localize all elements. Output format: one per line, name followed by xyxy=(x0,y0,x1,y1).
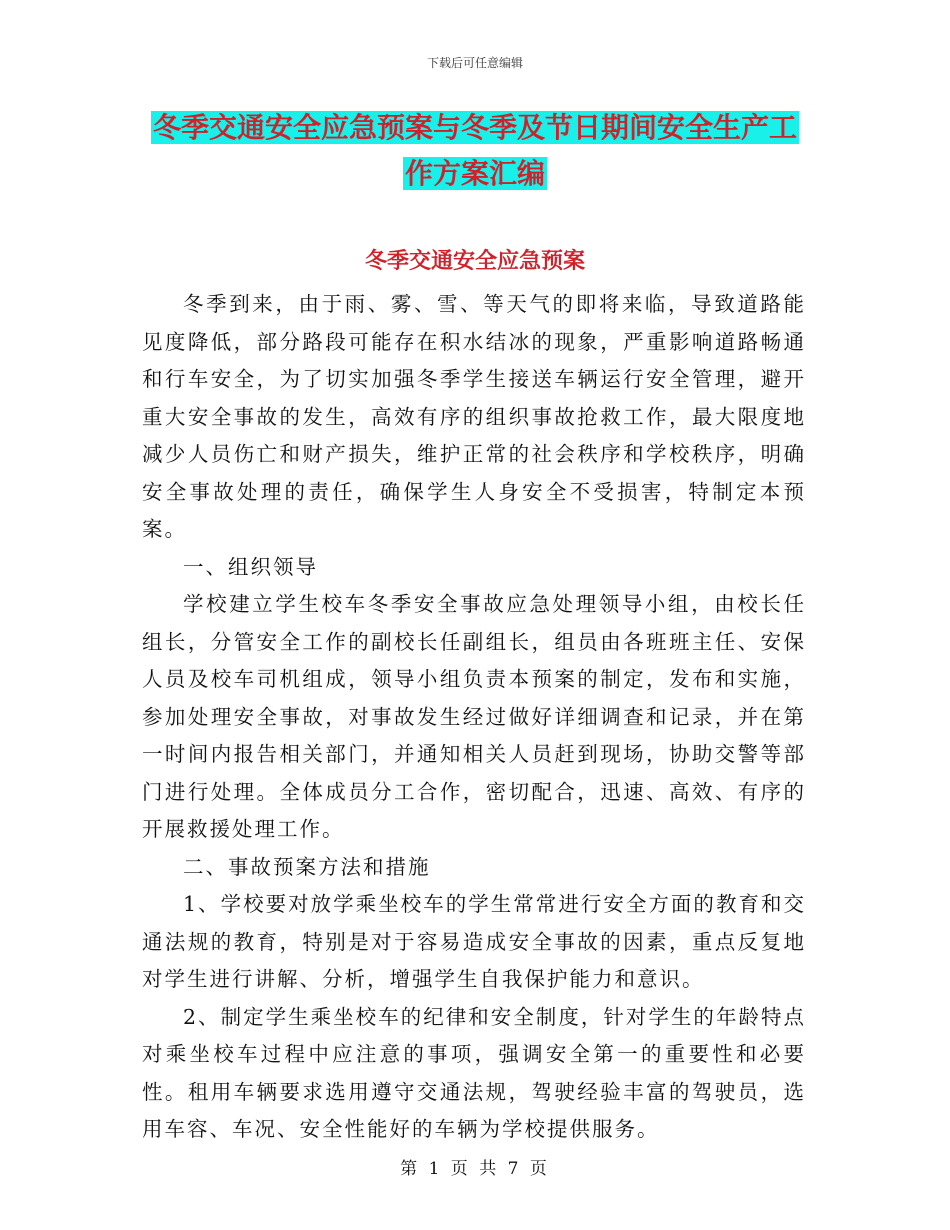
paragraph-intro: 冬季到来，由于雨、雾、雪、等天气的即将来临，导致道路能见度降低，部分路段可能存在积水结冰的现象，严重影响道路畅通和行车安全，为了切实加强冬季学生接送车辆运行安全管理，避开重大安全事故的发生，高效有序的组织事故抢救工作，最大限度地减少人员伤亡和财产损失，维护正常的社会秩序和学校秩序，明确安全事故处理的责任，确保学生人身安全不受损害，特制定本预案。 xyxy=(142,292,806,541)
paragraph-measure-2: 2、制定学生乘坐校车的纪律和安全制度，针对学生的年龄特点对乘坐校车过程中应注意的事项，强调安全第一的重要性和必要性。租用车辆要求选用遵守交通法规，驾驶经验丰富的驾驶员，选用车容、车况、安全性能好的车辆为学校提供服务。 xyxy=(142,1004,806,1141)
title-highlight-2: 作方案汇编 xyxy=(404,157,545,190)
title-highlight-1: 冬季交通安全应急预案与冬季及节日期间安全生产工 xyxy=(152,111,797,144)
section-title: 冬季交通安全应急预案 xyxy=(364,249,585,274)
heading-organization: 一、组织领导 xyxy=(183,554,318,579)
document-title-line-1 xyxy=(140,104,810,152)
header-note: 下载后可任意编辑 xyxy=(426,56,523,70)
document-title-line-2 xyxy=(140,150,810,198)
page-footer: 第 1 页 共 7 页 xyxy=(400,1159,550,1179)
paragraph-organization: 学校建立学生校车冬季安全事故应急处理领导小组，由校长任组长，分管安全工作的副校长任副组长，组员由各班班主任、安保人员及校车司机组成，领导小组负责本预案的制定，发布和实施，参加处理安全事故，对事故发生经过做好详细调查和记录，并在第一时间内报告相关部门，并通知相关人员赶到现场，协助交警等部门进行处理。全体成员分工合作，密切配合，迅速、高效、有序的开展救援处理工作。 xyxy=(142,592,806,841)
document-body xyxy=(142,286,806,1149)
paragraph-measure-1: 1、学校要对放学乘坐校车的学生常常进行安全方面的教育和交通法规的教育，特别是对于容易造成安全事故的因素，重点反复地对学生进行讲解、分析，增强学生自我保护能力和意识。 xyxy=(142,892,806,991)
heading-measures: 二、事故预案方法和措施 xyxy=(183,854,431,879)
